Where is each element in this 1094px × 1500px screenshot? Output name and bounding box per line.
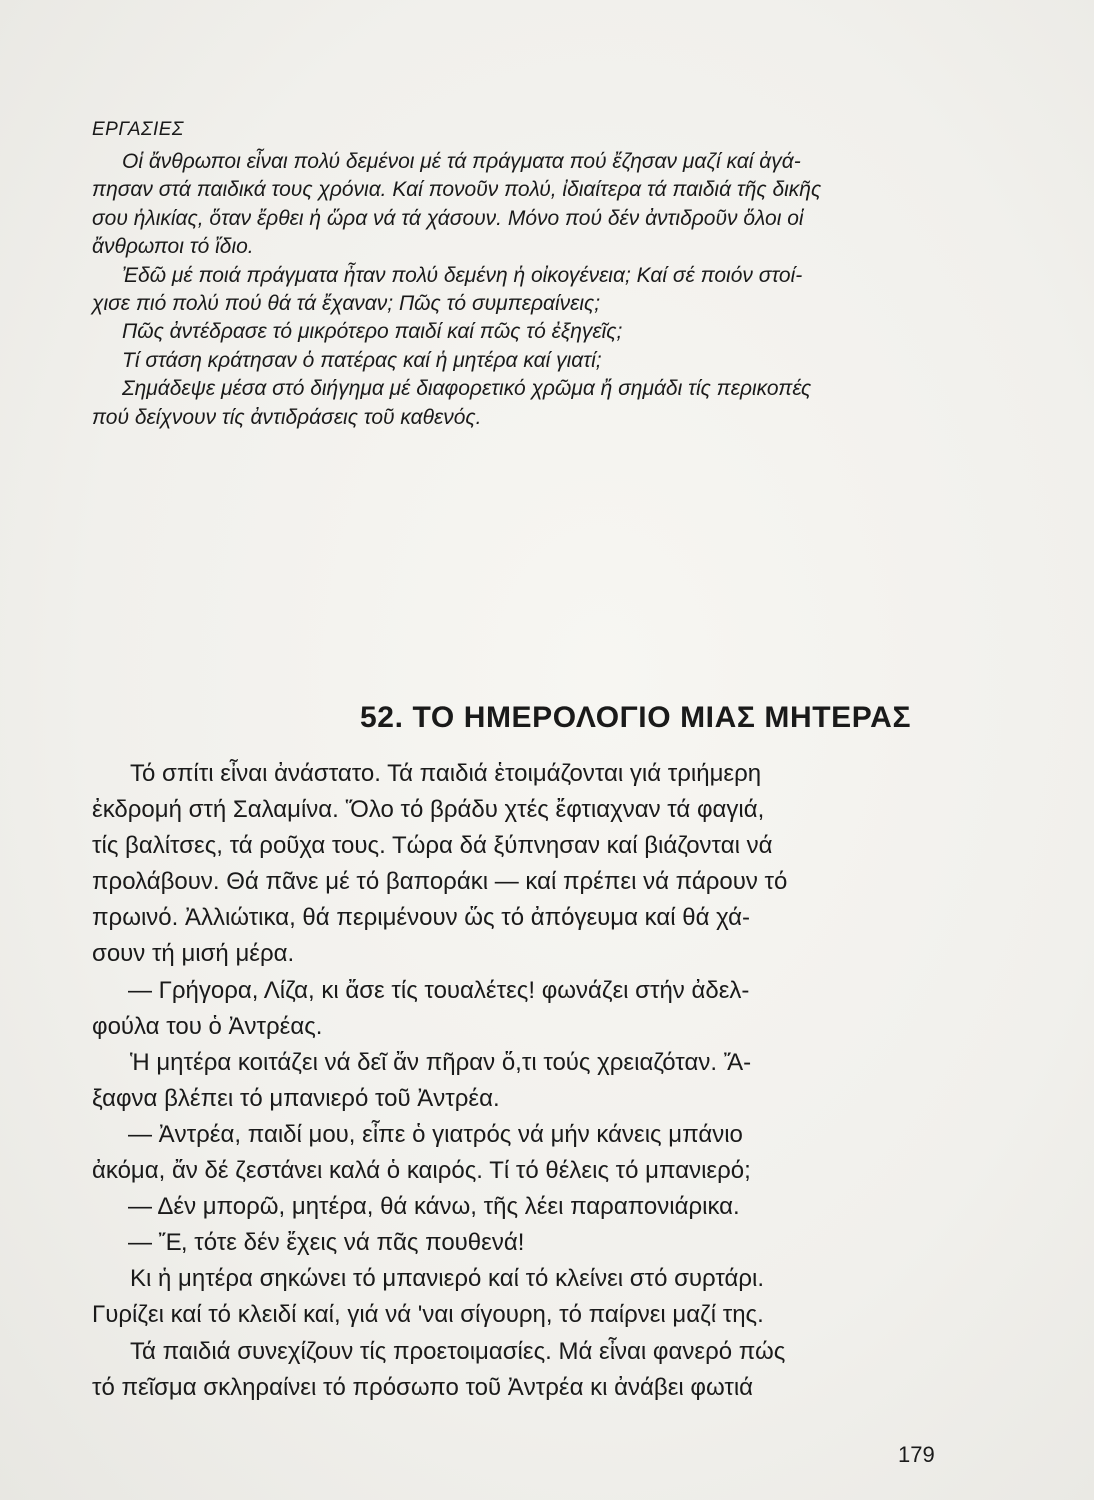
exercises-heading: ΕΡΓΑΣΙΕΣ	[92, 119, 184, 140]
chapter-title: 52. ΤΟ ΗΜΕΡΟΛΟΓΙΟ ΜΙΑΣ ΜΗΤΕΡΑΣ	[360, 701, 912, 735]
story-line: Τά παιδιά συνεχίζουν τίς προετοιμασίες. Μά εἶναι φανερό πώς	[130, 1337, 786, 1365]
story-line: φούλα του ὁ Ἀντρέας.	[92, 1012, 323, 1040]
exercise-line: Οἱ ἄνθρωποι εἶναι πολύ δεμένοι μέ τά πράγματα πού ἔζησαν μαζί καί ἀγά-	[122, 150, 801, 173]
exercise-line: Σημάδεψε μέσα στό διήγημα μέ διαφορετικό χρῶμα ἤ σημάδι τίς περικοπές	[122, 377, 812, 401]
story-line: ἀκόμα, ἄν δέ ζεστάνει καλά ὁ καιρός. Τί τό θέλεις τό μπανιερό;	[92, 1157, 751, 1185]
story-line: — Δέν μπορῶ, μητέρα, θά κάνω, τῆς λέει παραπονιάρικα.	[128, 1193, 740, 1221]
exercise-line: σου ἡλικίας, ὅταν ἔρθει ἡ ὥρα νά τά χάσουν. Μόνο πού δέν ἀντιδροῦν ὅλοι οἱ	[92, 206, 804, 230]
story-body	[92, 756, 952, 1406]
story-line: τίς βαλίτσες, τά ροῦχα τους. Τώρα δά ξύπνησαν καί βιάζονται νά	[92, 832, 773, 860]
exercises-section	[92, 118, 950, 432]
story-line: Ἡ μητέρα κοιτάζει νά δεῖ ἄν πῆραν ὅ,τι τούς χρειαζόταν. Ἄ-	[130, 1048, 752, 1076]
story-line: — Ἔ, τότε δέν ἔχεις νά πᾶς πουθενά!	[128, 1229, 525, 1257]
story-line: ἐκδρομή στή Σαλαμίνα. Ὅλο τό βράδυ χτές ἔφτιαχναν τά φαγιά,	[92, 796, 765, 824]
exercise-line: Ἐδῶ μέ ποιά πράγματα ἦταν πολύ δεμένη ἡ οἰκογένεια; Καί σέ ποιόν στοί-	[122, 263, 803, 287]
story-line: τό πεῖσμα σκληραίνει τό πρόσωπο τοῦ Ἀντρέα κι ἀνάβει φωτιά	[92, 1373, 754, 1401]
exercise-line: Τί στάση κράτησαν ὁ πατέρας καί ἡ μητέρα καί γιατί;	[122, 348, 602, 372]
story-line: ξαφνα βλέπει τό μπανιερό τοῦ Ἀντρέα.	[92, 1084, 500, 1112]
exercise-line: ἄνθρωποι τό ἴδιο.	[92, 235, 254, 259]
story-line: πρωινό. Ἀλλιώτικα, θά περιμένουν ὥς τό ἀπόγευμα καί θά χά-	[92, 904, 750, 932]
story-line: — Ἀντρέα, παιδί μου, εἶπε ὁ γιατρός νά μήν κάνεις μπάνιο	[128, 1120, 743, 1148]
exercise-line: χισε πιό πολύ πού θά τά ἔχαναν; Πῶς τό συμπεραίνεις;	[92, 292, 601, 316]
exercise-line: πού δείχνουν τίς ἀντιδράσεις τοῦ καθενός.	[92, 405, 482, 429]
story-line: Γυρίζει καί τό κλειδί καί, γιά νά 'ναι σίγουρη, τό παίρνει μαζί της.	[92, 1301, 764, 1329]
exercise-line: πησαν στά παιδικά τους χρόνια. Καί πονοῦν πολύ, ἰδιαίτερα τά παιδιά τῆς δικῆς	[92, 178, 822, 202]
story-line: — Γρήγορα, Λίζα, κι ἄσε τίς τουαλέτες! φωνάζει στήν ἀδελ-	[128, 976, 750, 1004]
page-number: 179	[898, 1442, 935, 1467]
story-line: σουν τή μισή μέρα.	[92, 940, 295, 968]
exercise-line: Πῶς ἀντέδρασε τό μικρότερο παιδί καί πῶς τό ἐξηγεῖς;	[122, 320, 623, 344]
story-line: Τό σπίτι εἶναι ἀνάστατο. Τά παιδιά ἑτοιμάζονται γιά τριήμερη	[130, 760, 762, 787]
story-line: Κι ἡ μητέρα σηκώνει τό μπανιερό καί τό κλείνει στό συρτάρι.	[130, 1265, 765, 1293]
story-line: προλάβουν. Θά πᾶνε μέ τό βαποράκι — καί πρέπει νά πάρουν τό	[92, 868, 788, 896]
